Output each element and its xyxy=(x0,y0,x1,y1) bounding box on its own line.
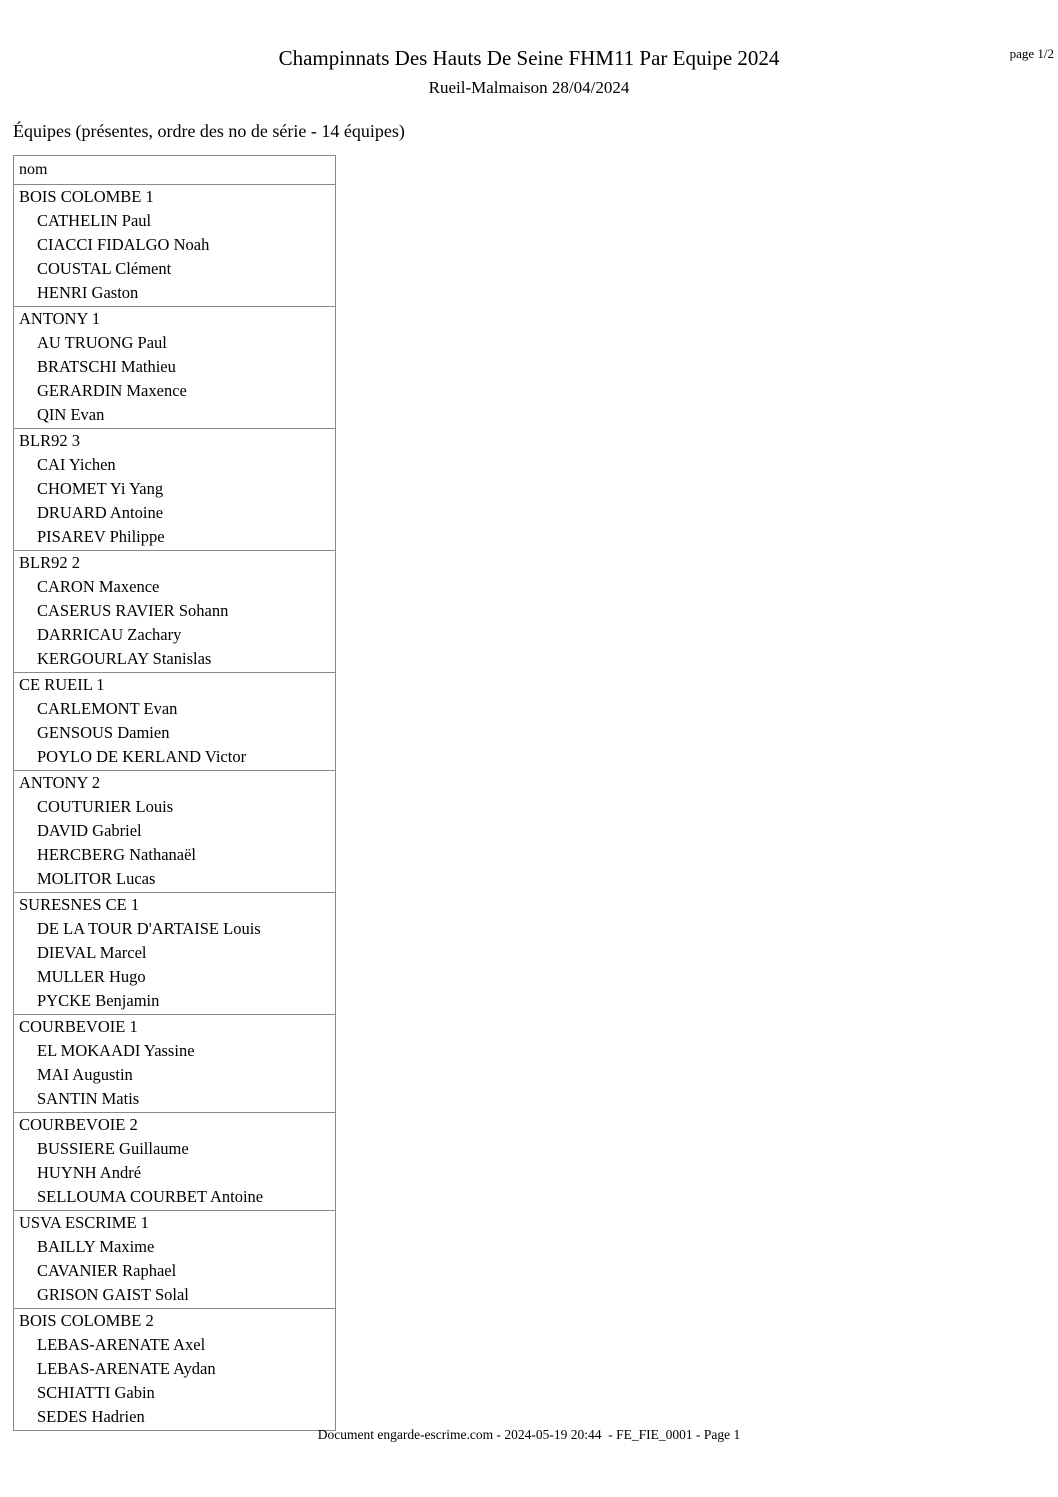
team-member: DE LA TOUR D'ARTAISE Louis xyxy=(37,919,261,938)
team-block xyxy=(14,771,335,893)
team-member: COUSTAL Clément xyxy=(37,259,172,278)
team-name: COURBEVOIE 2 xyxy=(19,1115,138,1134)
team-name: ANTONY 1 xyxy=(19,309,101,328)
teams-body xyxy=(14,185,335,1430)
team-member: GRISON GAIST Solal xyxy=(37,1285,189,1304)
team-member: GENSOUS Damien xyxy=(37,723,170,742)
team-name: SURESNES CE 1 xyxy=(19,895,140,914)
team-name: BLR92 2 xyxy=(19,553,80,572)
team-member: DARRICAU Zachary xyxy=(37,625,182,644)
team-member: POYLO DE KERLAND Victor xyxy=(37,747,247,766)
team-name: BOIS COLOMBE 1 xyxy=(19,187,154,206)
team-member: DIEVAL Marcel xyxy=(37,943,147,962)
team-member: DRUARD Antoine xyxy=(37,503,164,522)
team-name: BOIS COLOMBE 2 xyxy=(19,1311,154,1330)
team-member: SANTIN Matis xyxy=(37,1089,140,1108)
team-member: CAVANIER Raphael xyxy=(37,1261,177,1280)
team-block xyxy=(14,1211,335,1309)
team-block xyxy=(14,185,335,307)
team-member: LEBAS-ARENATE Aydan xyxy=(37,1359,216,1378)
document-footer: Document engarde-escrime.com - 2024-05-19 20:44 - FE_FIE_0001 - Page 1 xyxy=(317,1427,741,1442)
team-member: MULLER Hugo xyxy=(37,967,146,986)
team-member: PYCKE Benjamin xyxy=(37,991,160,1010)
team-member: CARON Maxence xyxy=(37,577,160,596)
team-name: USVA ESCRIME 1 xyxy=(19,1213,149,1232)
team-block xyxy=(14,307,335,429)
team-member: EL MOKAADI Yassine xyxy=(37,1041,195,1060)
team-block xyxy=(14,673,335,771)
document-subtitle: Rueil-Malmaison 28/04/2024 xyxy=(428,78,630,97)
team-name: CE RUEIL 1 xyxy=(19,675,105,694)
team-member: CIACCI FIDALGO Noah xyxy=(37,235,210,254)
team-block xyxy=(14,1015,335,1113)
team-member: QIN Evan xyxy=(37,405,105,424)
team-block xyxy=(14,893,335,1015)
team-member: BAILLY Maxime xyxy=(37,1237,155,1256)
team-member: COUTURIER Louis xyxy=(37,797,174,816)
team-member: CASERUS RAVIER Sohann xyxy=(37,601,229,620)
team-member: HERCBERG Nathanaël xyxy=(37,845,197,864)
team-member: CHOMET Yi Yang xyxy=(37,479,164,498)
team-block xyxy=(14,551,335,673)
team-member: SEDES Hadrien xyxy=(37,1407,145,1426)
team-member: MAI Augustin xyxy=(37,1065,133,1084)
team-member: CARLEMONT Evan xyxy=(37,699,178,718)
section-title: Équipes (présentes, ordre des no de série - 14 équipes) xyxy=(13,121,405,141)
team-member: PISAREV Philippe xyxy=(37,527,165,546)
team-member: HUYNH André xyxy=(37,1163,142,1182)
team-member: LEBAS-ARENATE Axel xyxy=(37,1335,206,1354)
document-title: Champinnats Des Hauts De Seine FHM11 Par Equipe 2024 xyxy=(278,46,780,70)
team-member: MOLITOR Lucas xyxy=(37,869,156,888)
team-member: SCHIATTI Gabin xyxy=(37,1383,155,1402)
team-member: KERGOURLAY Stanislas xyxy=(37,649,212,668)
team-member: SELLOUMA COURBET Antoine xyxy=(37,1187,264,1206)
team-name: BLR92 3 xyxy=(19,431,80,450)
page-number: page 1/2 xyxy=(1009,46,1054,61)
team-block xyxy=(14,1309,335,1430)
team-name: ANTONY 2 xyxy=(19,773,101,792)
team-member: AU TRUONG Paul xyxy=(37,333,167,352)
team-name: COURBEVOIE 1 xyxy=(19,1017,138,1036)
team-member: GERARDIN Maxence xyxy=(37,381,187,400)
team-member: CATHELIN Paul xyxy=(37,211,152,230)
team-member: DAVID Gabriel xyxy=(37,821,142,840)
team-block xyxy=(14,1113,335,1211)
column-header-nom: nom xyxy=(14,156,335,185)
team-member: BRATSCHI Mathieu xyxy=(37,357,176,376)
teams-table xyxy=(13,155,336,1431)
team-member: HENRI Gaston xyxy=(37,283,139,302)
team-member: BUSSIERE Guillaume xyxy=(37,1139,189,1158)
team-block xyxy=(14,429,335,551)
team-member: CAI Yichen xyxy=(37,455,116,474)
